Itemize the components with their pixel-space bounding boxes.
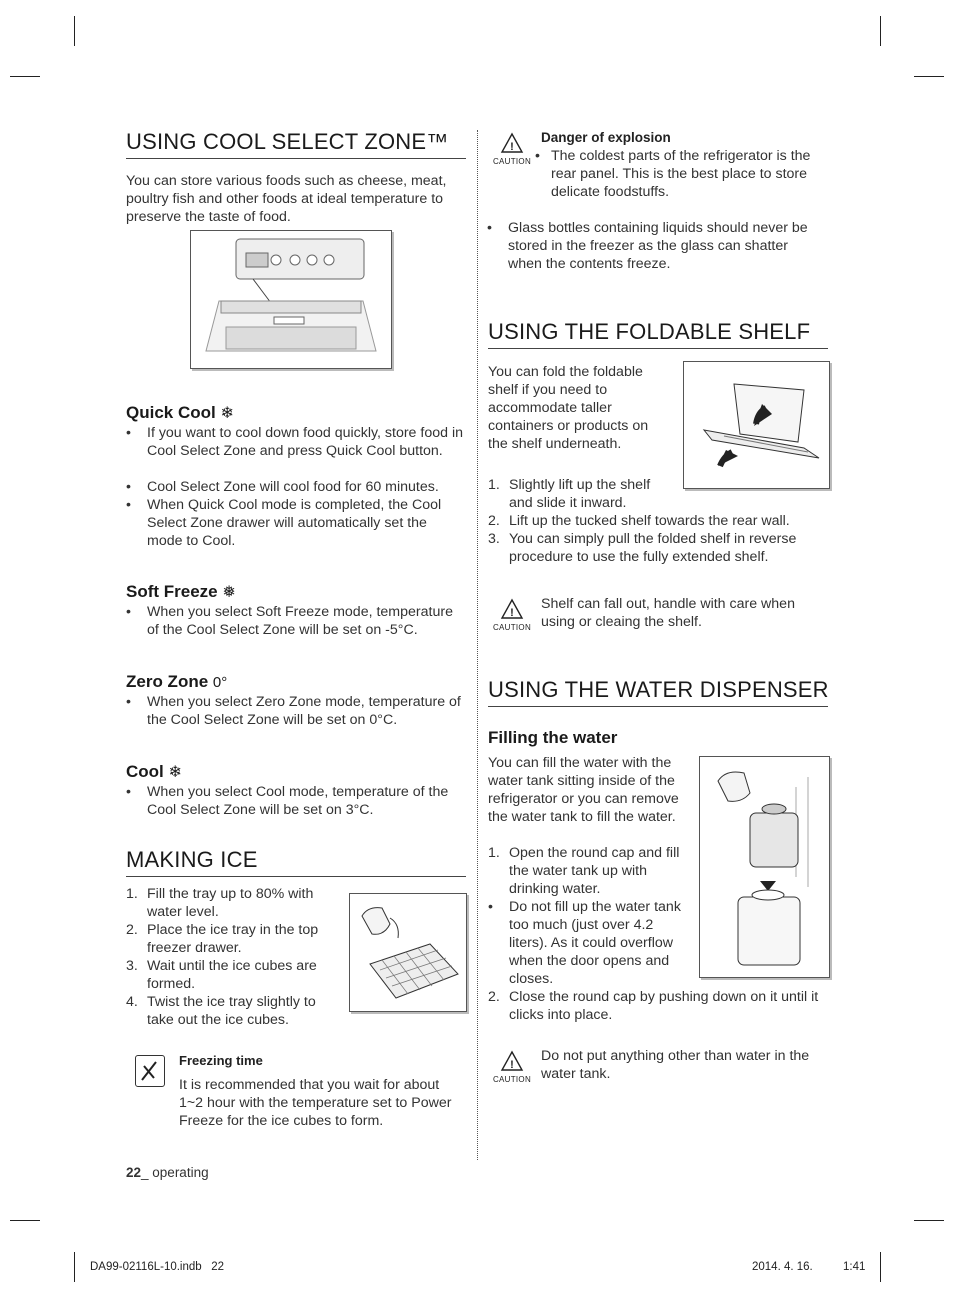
page-number: 22 (126, 1165, 142, 1180)
freezing-time-text: It is recommended that you wait for about 1~2 hour with the temperature set to Power Freeze for the ice cubes to form. (179, 1077, 452, 1129)
list-item: Slightly lift up the shelf and slide it inward. (509, 477, 651, 511)
list-item: Wait until the ice cubes are formed. (147, 958, 317, 992)
list-item: When you select Zero Zone mode, temperature of the Cool Select Zone will be set on 0°C. (147, 694, 461, 728)
danger-title: Danger of explosion (541, 130, 671, 145)
section-name: _ operating (141, 1165, 209, 1180)
cool-select-illustration (190, 230, 392, 369)
list-item: When you select Soft Freeze mode, temperature of the Cool Select Zone will be set on -5°C. (147, 604, 453, 638)
imprint-time: 1:41 (843, 1261, 866, 1273)
imprint-date: 2014. 4. 16. (752, 1261, 813, 1273)
foldable-shelf-title: USING THE FOLDABLE SHELF (488, 319, 811, 344)
water-caution-text: Do not put anything other than water in the water tank. (541, 1048, 810, 1082)
svg-text:!: ! (510, 607, 514, 619)
caution-icon: ! CAUTION (492, 1050, 532, 1084)
list-item: Place the ice tray in the top freezer drawer. (147, 922, 319, 956)
ice-tray-illustration (349, 893, 467, 1012)
list-item: Do not fill up the water tank too much (just over 4.2 liters). As it could overflow when the door opens and closes. (509, 899, 681, 987)
quick-cool-icon: ❄ (220, 405, 234, 422)
svg-text:!: ! (510, 141, 514, 153)
zero-zone-icon: 0° (212, 674, 228, 691)
water-intro: You can fill the water with the water tank sitting inside of the refrigerator or you can remove the water tank to fill the water. (488, 755, 679, 825)
list-item: If you want to cool down food quickly, store food in Cool Select Zone and press Quick Cool button. (147, 425, 463, 459)
imprint-file: DA99-02116L-10.indb 22 (90, 1261, 225, 1273)
list-item: Close the round cap by pushing down on it until it clicks into place. (509, 989, 819, 1023)
list-item: Glass bottles containing liquids should never be stored in the freezer as the glass can shatter when the contents freeze. (508, 220, 808, 272)
foldable-intro: You can fold the foldable shelf if you need to accommodate taller containers or products on the shelf underneath. (488, 364, 649, 452)
note-icon (135, 1055, 165, 1087)
cool-select-intro: You can store various foods such as cheese, meat, poultry fish and other foods at ideal temperature to preserve the taste of food. (126, 173, 447, 225)
water-dispenser-title: USING THE WATER DISPENSER (488, 677, 829, 702)
list-item: The coldest parts of the refrigerator is the rear panel. This is the best place to store delicate foodstuffs. (551, 148, 811, 200)
soft-freeze-heading: Soft Freeze ❅ (126, 582, 236, 601)
shelf-caution-text: Shelf can fall out, handle with care when using or cleaing the shelf. (541, 596, 795, 630)
soft-freeze-icon: ❅ (222, 584, 236, 601)
caution-icon: ! CAUTION (492, 132, 532, 166)
water-tank-illustration (699, 756, 830, 978)
list-item: Twist the ice tray slightly to take out the ice cubes. (147, 994, 316, 1028)
making-ice-title: MAKING ICE (126, 847, 258, 872)
foldable-shelf-illustration (683, 361, 830, 489)
list-item: When you select Cool mode, temperature of the Cool Select Zone will be set on 3°C. (147, 784, 449, 818)
freezing-time-title: Freezing time (179, 1053, 263, 1068)
zero-zone-heading: Zero Zone 0° (126, 672, 228, 691)
list-item: Lift up the tucked shelf towards the rear wall. (509, 513, 790, 529)
caution-icon: ! CAUTION (492, 598, 532, 632)
column-divider (477, 130, 478, 1160)
list-item: You can simply pull the folded shelf in reverse procedure to use the fully extended shelf. (509, 531, 797, 565)
svg-text:!: ! (510, 1059, 514, 1071)
filling-water-heading: Filling the water (488, 728, 618, 747)
list-item: When Quick Cool mode is completed, the Cool Select Zone drawer will automatically set the mode to Cool. (147, 497, 442, 549)
list-item: Open the round cap and fill the water tank up with drinking water. (509, 845, 680, 897)
cool-select-title: USING COOL SELECT ZONE™ (126, 129, 449, 154)
page-footer (126, 1164, 209, 1182)
cool-icon: ❄ (168, 764, 182, 781)
list-item: Cool Select Zone will cool food for 60 minutes. (147, 479, 439, 495)
list-item: Fill the tray up to 80% with water level. (147, 886, 314, 920)
cool-heading: Cool ❄ (126, 762, 182, 781)
quick-cool-heading: Quick Cool ❄ (126, 403, 234, 422)
